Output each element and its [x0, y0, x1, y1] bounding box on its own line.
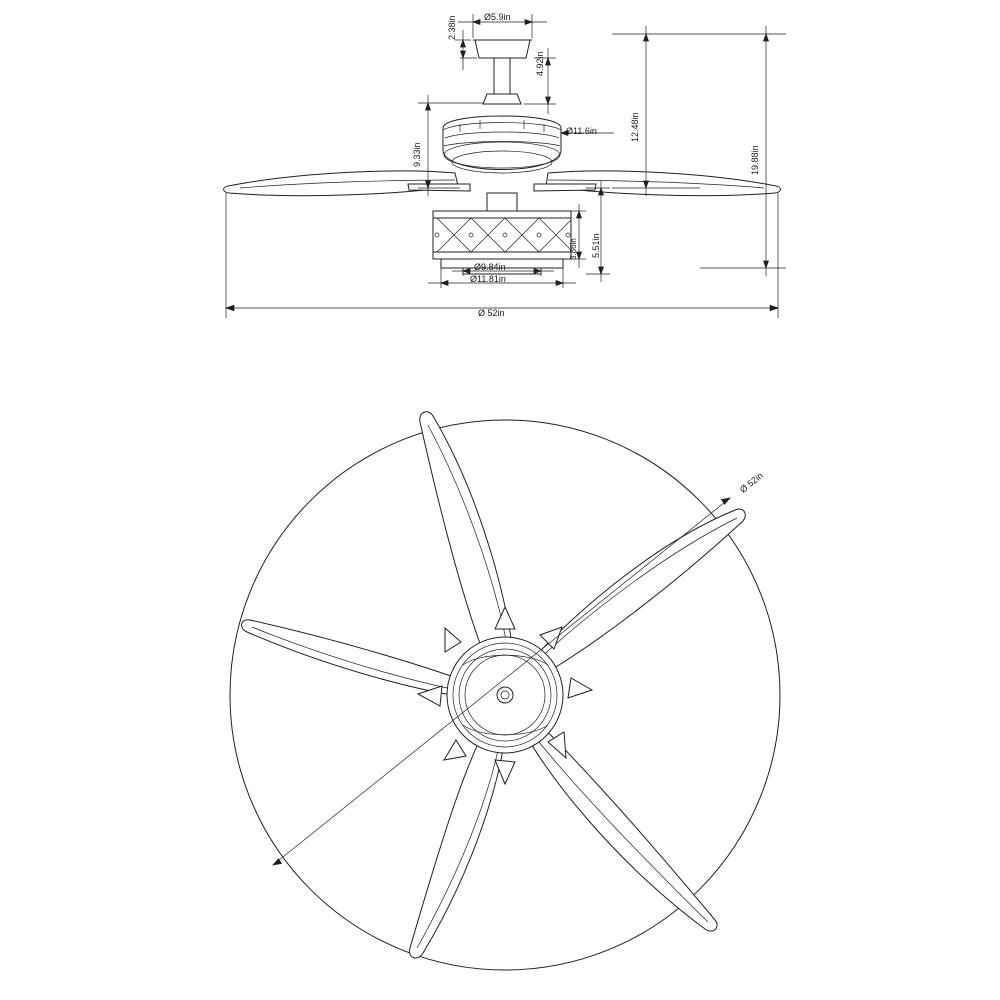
elevation-view — [224, 14, 786, 318]
dimension-label-shade-height: 3.86in — [569, 238, 578, 260]
plan-dimension-leader — [273, 498, 730, 865]
dimension-label-canopy-diameter: Ø5.9in — [484, 12, 511, 22]
plan-view — [230, 412, 780, 970]
dimension-label-plan-sweep-diameter: Ø 52in — [738, 470, 765, 495]
dimension-label-downrod-length: 4.92in — [535, 51, 545, 76]
fan-blades-elevation — [224, 171, 781, 196]
dimension-label-motor-diameter: Ø11.6in — [566, 126, 597, 136]
motor-housing — [443, 116, 561, 173]
canopy — [473, 40, 532, 104]
dimension-label-motor-to-blade: 9.33in — [412, 142, 422, 167]
dimension-label-blade-to-bottom: 5.51in — [591, 233, 601, 258]
dimension-label-overall-height: 19.88in — [750, 145, 760, 175]
dimension-label-fan-sweep-diameter: Ø 52in — [478, 308, 505, 318]
dimension-label-shade-outer-diameter: Ø11.81in — [470, 274, 506, 284]
dimension-label-shade-inner-diameter: Ø9.84in — [474, 262, 506, 272]
dimension-label-canopy-height: 2.38in — [447, 15, 457, 40]
dimension-label-ceiling-to-blade: 12.48in — [630, 112, 640, 142]
